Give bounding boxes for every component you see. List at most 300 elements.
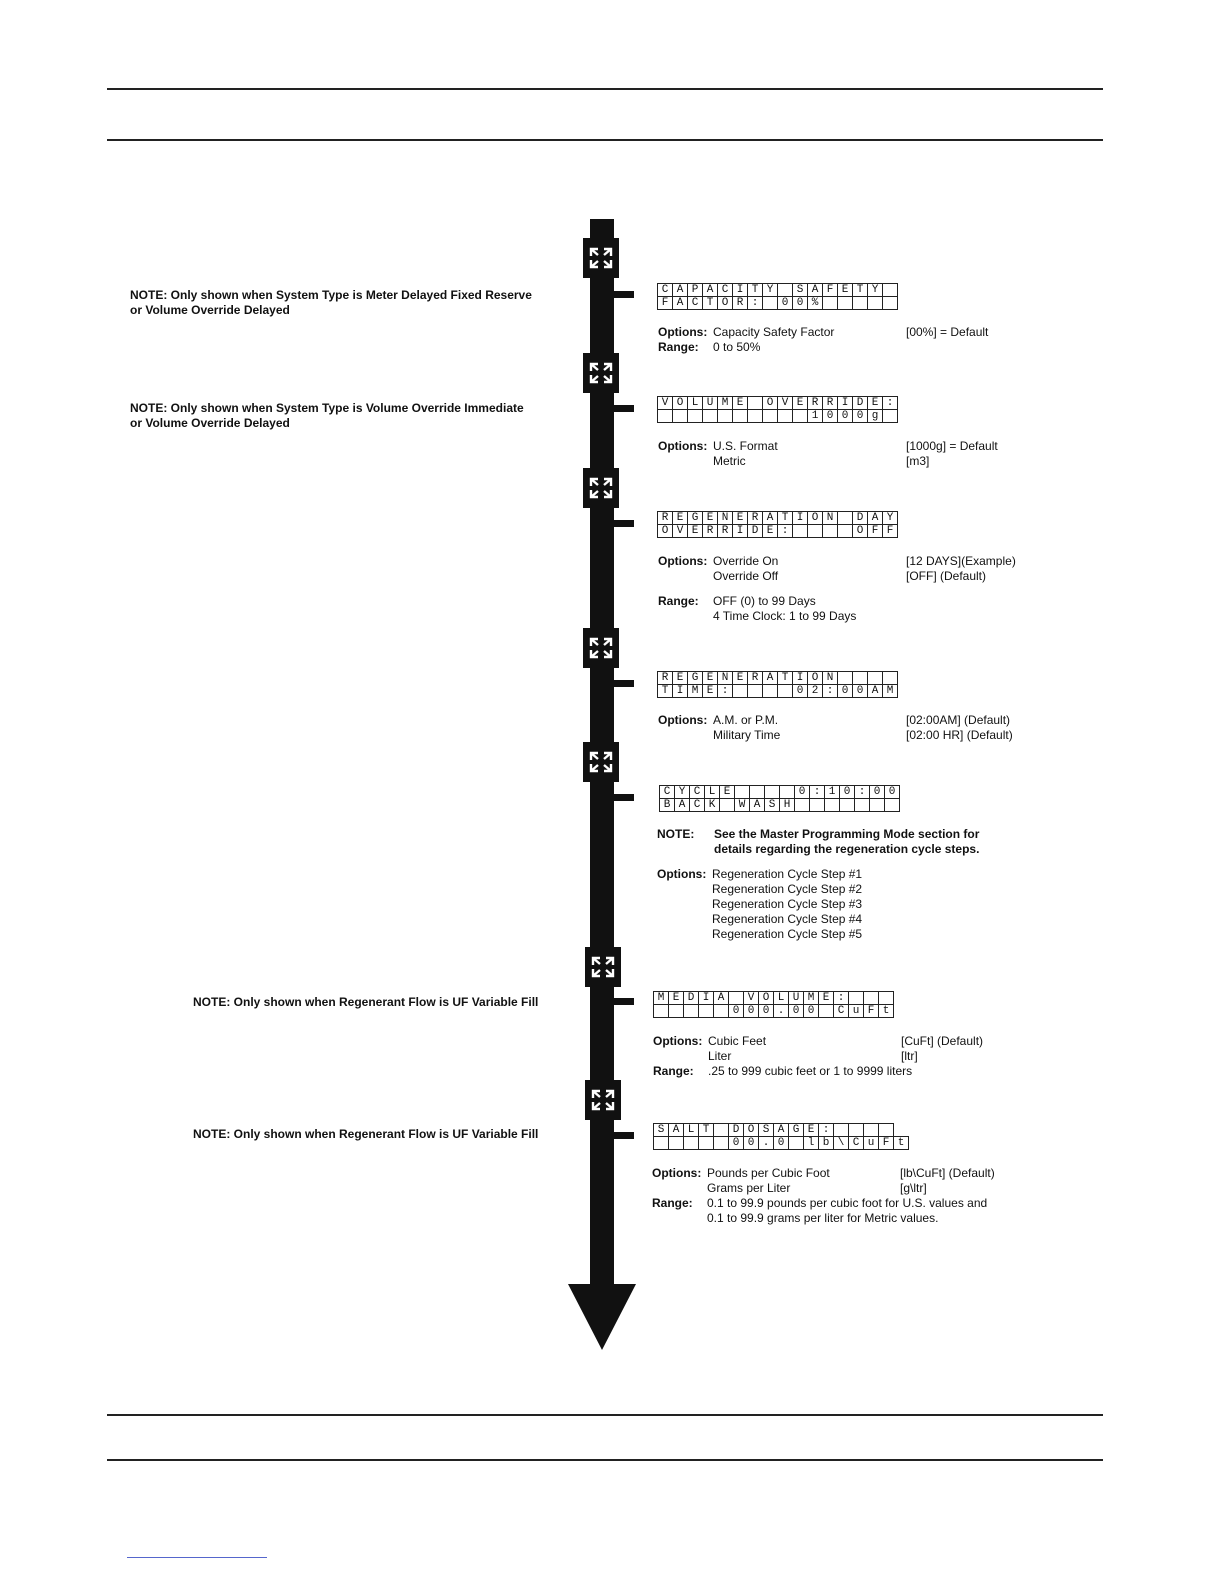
lcd-cell: A xyxy=(675,799,690,812)
info-default: [g\ltr] xyxy=(900,1181,927,1195)
lcd-cell: L xyxy=(684,1124,699,1137)
lcd-cell: E xyxy=(733,397,748,410)
lcd-cell xyxy=(808,525,823,538)
lcd-cell: R xyxy=(703,525,718,538)
lcd-cell xyxy=(883,672,898,685)
info-value: 0 to 50% xyxy=(713,340,761,354)
lcd-cell: A xyxy=(868,512,883,525)
info-label: Range: xyxy=(658,594,699,608)
info-default: [lb\CuFt] (Default) xyxy=(900,1166,995,1180)
info-value: Regeneration Cycle Step #1 xyxy=(712,867,863,881)
cycle-button-icon xyxy=(583,468,619,508)
lcd-cell: O xyxy=(658,525,673,538)
note-line: NOTE: Only shown when Regenerant Flow is UF Variable Fill xyxy=(193,995,539,1009)
note-line: NOTE: Only shown when System Type is Volume Override Immediate xyxy=(130,401,524,415)
info-default: [OFF] (Default) xyxy=(906,569,987,583)
lcd-cell: 0 xyxy=(744,1137,759,1150)
lcd-cell xyxy=(673,410,688,423)
lcd-cell: S xyxy=(654,1124,669,1137)
lcd-cell xyxy=(748,397,763,410)
lcd-row xyxy=(658,397,898,410)
lcd-cell: t xyxy=(879,1005,894,1018)
lcd-cell: 0 xyxy=(778,297,793,310)
info-value: Regeneration Cycle Step #4 xyxy=(712,912,863,926)
footer-rule-top xyxy=(107,1414,1103,1416)
flow-arrow-down xyxy=(568,1284,636,1350)
lcd-cell: D xyxy=(853,397,868,410)
lcd-cell xyxy=(789,1137,804,1150)
info-label: Range: xyxy=(652,1196,693,1210)
lcd-cell xyxy=(703,410,718,423)
cycle-button-icon xyxy=(585,1080,621,1120)
lcd-cell xyxy=(838,512,853,525)
lcd-row xyxy=(654,1137,909,1150)
lcd-cell: : xyxy=(834,992,849,1005)
lcd-row xyxy=(654,1005,894,1018)
lcd-cell: : xyxy=(819,1124,834,1137)
info-label: Range: xyxy=(653,1064,694,1078)
info-value: Regeneration Cycle Step #5 xyxy=(712,927,863,941)
lcd-cell: Y xyxy=(868,284,883,297)
lcd-cell xyxy=(840,799,855,812)
lcd-cell xyxy=(684,1137,699,1150)
info-value: 0.1 to 99.9 grams per liter for Metric values. xyxy=(707,1211,939,1225)
lcd-cell: 0 xyxy=(838,685,853,698)
lcd-cell: E xyxy=(703,512,718,525)
lcd-cell xyxy=(654,1137,669,1150)
lcd-cell: 0 xyxy=(793,297,808,310)
lcd-cell: : xyxy=(748,297,763,310)
lcd-cell: \ xyxy=(834,1137,849,1150)
info-default: [CuFt] (Default) xyxy=(901,1034,984,1048)
info-value: Override On xyxy=(713,554,779,568)
lcd-cell: G xyxy=(688,512,703,525)
lcd-cell: D xyxy=(853,512,868,525)
note-box-line: details regarding the regeneration cycle steps. xyxy=(714,842,980,856)
lcd-cell xyxy=(868,297,883,310)
lcd-cell xyxy=(838,525,853,538)
info-value: Regeneration Cycle Step #3 xyxy=(712,897,863,911)
lcd-cell: 0 xyxy=(759,1005,774,1018)
info-label: Range: xyxy=(658,340,699,354)
lcd-cell: N xyxy=(823,672,838,685)
cycle-button-icon xyxy=(585,947,621,987)
lcd-cell xyxy=(795,799,810,812)
lcd-cell: U xyxy=(789,992,804,1005)
note-line: NOTE: Only shown when Regenerant Flow is UF Variable Fill xyxy=(193,1127,539,1141)
lcd-cell xyxy=(763,685,778,698)
info-default: [m3] xyxy=(906,454,930,468)
lcd-cell xyxy=(883,297,898,310)
lcd-cell xyxy=(849,1124,864,1137)
lcd-cell: 0 xyxy=(774,1137,789,1150)
lcd-cell xyxy=(778,685,793,698)
lcd-cell: 0 xyxy=(789,1005,804,1018)
lcd-cell: A xyxy=(763,672,778,685)
lcd-cell xyxy=(699,1005,714,1018)
lcd-display xyxy=(657,671,898,698)
lcd-cell: E xyxy=(673,672,688,685)
info-value: Liter xyxy=(708,1049,732,1063)
lcd-cell: F xyxy=(868,525,883,538)
lcd-cell xyxy=(823,297,838,310)
info-label: Options: xyxy=(658,325,708,339)
lcd-cell: A xyxy=(673,284,688,297)
lcd-cell: N xyxy=(823,512,838,525)
cycle-arrows-icon xyxy=(587,1084,619,1116)
lcd-cell: . xyxy=(774,1005,789,1018)
info-label: Options: xyxy=(658,554,708,568)
lcd-cell: E xyxy=(703,672,718,685)
lcd-cell: E xyxy=(673,512,688,525)
note-line: or Volume Override Delayed xyxy=(130,416,290,430)
side-note xyxy=(193,995,538,1010)
info-default: [1000g] = Default xyxy=(906,439,998,453)
info-value: 0.1 to 99.9 pounds per cubic foot for U.S. values and xyxy=(707,1196,988,1210)
note-line: NOTE: Only shown when System Type is Meter Delayed Fixed Reserve xyxy=(130,288,532,302)
lcd-cell: : xyxy=(718,685,733,698)
lcd-cell: H xyxy=(780,799,795,812)
lcd-cell: R xyxy=(823,397,838,410)
lcd-cell xyxy=(870,799,885,812)
info-value: Military Time xyxy=(713,728,781,742)
lcd-cell: B xyxy=(660,799,675,812)
lcd-cell xyxy=(879,1124,894,1137)
lcd-cell: E xyxy=(720,786,735,799)
lcd-cell: b xyxy=(819,1137,834,1150)
lcd-cell xyxy=(838,297,853,310)
lcd-cell: : xyxy=(883,397,898,410)
lcd-cell: V xyxy=(778,397,793,410)
lcd-cell xyxy=(688,410,703,423)
lcd-cell: A xyxy=(750,799,765,812)
lcd-cell: K xyxy=(705,799,720,812)
lcd-cell: t xyxy=(894,1137,909,1150)
lcd-cell: M xyxy=(718,397,733,410)
lcd-cell xyxy=(849,992,864,1005)
info-value: U.S. Format xyxy=(713,439,778,453)
lcd-cell xyxy=(714,1005,729,1018)
lcd-cell: U xyxy=(703,397,718,410)
lcd-row xyxy=(658,410,898,423)
lcd-cell: W xyxy=(735,799,750,812)
lcd-cell: V xyxy=(673,525,688,538)
lcd-cell: C xyxy=(690,786,705,799)
lcd-cell: E xyxy=(763,525,778,538)
lcd-cell: T xyxy=(778,512,793,525)
lcd-cell: % xyxy=(808,297,823,310)
lcd-cell xyxy=(714,1124,729,1137)
lcd-cell: M xyxy=(688,685,703,698)
lcd-cell xyxy=(864,992,879,1005)
lcd-cell xyxy=(669,1137,684,1150)
lcd-row xyxy=(654,1124,909,1137)
lcd-cell: 1 xyxy=(808,410,823,423)
info-value: Override Off xyxy=(713,569,779,583)
lcd-row xyxy=(658,685,898,698)
info-label: Options: xyxy=(658,439,708,453)
lcd-cell: C xyxy=(660,786,675,799)
lcd-cell: G xyxy=(688,672,703,685)
info-value: Metric xyxy=(713,454,746,468)
lcd-cell: E xyxy=(793,397,808,410)
lcd-cell: S xyxy=(759,1124,774,1137)
lcd-display xyxy=(653,991,894,1018)
lcd-cell xyxy=(819,1005,834,1018)
lcd-display xyxy=(657,396,898,423)
lcd-cell: A xyxy=(703,284,718,297)
lcd-cell xyxy=(699,1137,714,1150)
lcd-cell xyxy=(658,410,673,423)
info-label: Options: xyxy=(658,713,708,727)
lcd-cell: 1 xyxy=(825,786,840,799)
lcd-cell: C xyxy=(718,284,733,297)
lcd-cell xyxy=(810,799,825,812)
lcd-cell: 0 xyxy=(823,410,838,423)
lcd-cell: T xyxy=(658,685,673,698)
lcd-cell: L xyxy=(688,397,703,410)
lcd-cell: O xyxy=(853,525,868,538)
lcd-cell xyxy=(778,284,793,297)
lcd-cell: : xyxy=(778,525,793,538)
lcd-cell: C xyxy=(658,284,673,297)
lcd-row xyxy=(654,992,894,1005)
header-rule-top xyxy=(107,88,1103,90)
note-box-label: NOTE: xyxy=(657,827,695,841)
lcd-cell: : xyxy=(823,685,838,698)
lcd-cell: A xyxy=(868,685,883,698)
lcd-cell xyxy=(684,1005,699,1018)
lcd-cell: O xyxy=(808,512,823,525)
lcd-cell xyxy=(825,799,840,812)
lcd-cell xyxy=(763,410,778,423)
lcd-cell: C xyxy=(849,1137,864,1150)
lcd-cell: I xyxy=(793,512,808,525)
lcd-cell: T xyxy=(748,284,763,297)
lcd-cell: T xyxy=(778,672,793,685)
lcd-cell: 0 xyxy=(795,786,810,799)
lcd-cell: 0 xyxy=(804,1005,819,1018)
lcd-cell: V xyxy=(658,397,673,410)
lcd-cell: E xyxy=(868,397,883,410)
side-note xyxy=(193,1127,538,1142)
cycle-button-icon xyxy=(583,353,619,393)
cycle-button-icon xyxy=(583,628,619,668)
lcd-cell: g xyxy=(868,410,883,423)
cycle-arrows-icon xyxy=(585,242,617,274)
info-label: Options: xyxy=(657,867,707,881)
info-value: Pounds per Cubic Foot xyxy=(707,1166,830,1180)
lcd-cell: O xyxy=(759,992,774,1005)
cycle-arrows-icon xyxy=(585,472,617,504)
lcd-cell: I xyxy=(793,672,808,685)
lcd-cell: O xyxy=(744,1124,759,1137)
footer-link-underline xyxy=(127,1557,267,1558)
lcd-row xyxy=(658,512,898,525)
header-rule-bottom xyxy=(107,139,1103,141)
info-value: .25 to 999 cubic feet or 1 to 9999 liters xyxy=(708,1064,913,1078)
lcd-cell: T xyxy=(703,297,718,310)
lcd-cell: S xyxy=(793,284,808,297)
lcd-cell xyxy=(883,284,898,297)
lcd-cell: 0 xyxy=(838,410,853,423)
lcd-cell xyxy=(750,786,765,799)
info-value: Regeneration Cycle Step #2 xyxy=(712,882,863,896)
cycle-arrows-icon xyxy=(585,357,617,389)
cycle-button-icon xyxy=(583,742,619,782)
connector-tick xyxy=(612,520,634,527)
lcd-cell: E xyxy=(703,685,718,698)
lcd-row xyxy=(660,786,900,799)
info-default: [02:00 HR] (Default) xyxy=(906,728,1013,742)
lcd-cell xyxy=(838,672,853,685)
info-value: A.M. or P.M. xyxy=(713,713,779,727)
lcd-cell xyxy=(834,1124,849,1137)
lcd-cell: L xyxy=(774,992,789,1005)
lcd-cell: E xyxy=(819,992,834,1005)
lcd-cell: A xyxy=(673,297,688,310)
lcd-cell: I xyxy=(673,685,688,698)
lcd-row xyxy=(660,799,900,812)
info-value: 4 Time Clock: 1 to 99 Days xyxy=(713,609,857,623)
lcd-cell: O xyxy=(808,672,823,685)
lcd-cell xyxy=(864,1124,879,1137)
lcd-cell: 0 xyxy=(793,685,808,698)
lcd-cell: u xyxy=(849,1005,864,1018)
lcd-cell: Y xyxy=(883,512,898,525)
lcd-cell: . xyxy=(759,1137,774,1150)
lcd-cell xyxy=(780,786,795,799)
lcd-cell: 0 xyxy=(729,1005,744,1018)
connector-tick xyxy=(612,794,634,801)
side-note xyxy=(130,288,532,318)
footer-rule-bottom xyxy=(107,1459,1103,1461)
lcd-cell: u xyxy=(864,1137,879,1150)
lcd-display xyxy=(653,1123,909,1150)
lcd-cell xyxy=(748,685,763,698)
connector-tick xyxy=(612,291,634,298)
lcd-cell xyxy=(765,786,780,799)
lcd-cell: M xyxy=(804,992,819,1005)
info-value: Cubic Feet xyxy=(708,1034,767,1048)
lcd-cell: T xyxy=(699,1124,714,1137)
lcd-cell: E xyxy=(688,525,703,538)
lcd-cell xyxy=(853,672,868,685)
lcd-cell xyxy=(718,410,733,423)
lcd-row xyxy=(658,284,898,297)
lcd-row xyxy=(658,297,898,310)
lcd-cell: R xyxy=(748,512,763,525)
lcd-cell xyxy=(793,410,808,423)
lcd-cell xyxy=(733,410,748,423)
lcd-cell: F xyxy=(879,1137,894,1150)
lcd-cell: O xyxy=(673,397,688,410)
lcd-cell: R xyxy=(718,525,733,538)
lcd-cell xyxy=(729,992,744,1005)
lcd-cell: 0 xyxy=(744,1005,759,1018)
lcd-cell: R xyxy=(658,512,673,525)
cycle-arrows-icon xyxy=(585,632,617,664)
lcd-cell: I xyxy=(733,284,748,297)
info-value: Capacity Safety Factor xyxy=(713,325,835,339)
info-value: OFF (0) to 99 Days xyxy=(713,594,816,608)
lcd-cell: R xyxy=(808,397,823,410)
lcd-cell: 0 xyxy=(853,685,868,698)
cycle-arrows-icon xyxy=(587,951,619,983)
lcd-cell: 0 xyxy=(885,786,900,799)
lcd-cell: M xyxy=(883,685,898,698)
lcd-cell: P xyxy=(688,284,703,297)
lcd-cell xyxy=(748,410,763,423)
lcd-row xyxy=(658,672,898,685)
lcd-cell: E xyxy=(804,1124,819,1137)
lcd-cell: I xyxy=(699,992,714,1005)
lcd-cell: Y xyxy=(763,284,778,297)
lcd-display xyxy=(657,283,898,310)
lcd-cell xyxy=(883,410,898,423)
lcd-cell xyxy=(778,410,793,423)
lcd-cell: F xyxy=(883,525,898,538)
lcd-cell xyxy=(720,799,735,812)
lcd-cell: D xyxy=(748,525,763,538)
lcd-cell: : xyxy=(855,786,870,799)
lcd-cell: A xyxy=(669,1124,684,1137)
connector-tick xyxy=(612,680,634,687)
lcd-cell xyxy=(885,799,900,812)
note-box-line: See the Master Programming Mode section for xyxy=(714,827,980,841)
info-label: Options: xyxy=(653,1034,703,1048)
lcd-cell: I xyxy=(733,525,748,538)
lcd-cell: C xyxy=(834,1005,849,1018)
info-default: [ltr] xyxy=(901,1049,918,1063)
lcd-cell: 0 xyxy=(840,786,855,799)
info-default: [02:00AM] (Default) xyxy=(906,713,1011,727)
lcd-display xyxy=(659,785,900,812)
lcd-cell: A xyxy=(774,1124,789,1137)
lcd-cell xyxy=(793,525,808,538)
lcd-cell: L xyxy=(705,786,720,799)
info-default: [00%] = Default xyxy=(906,325,989,339)
lcd-cell: M xyxy=(654,992,669,1005)
lcd-cell: C xyxy=(688,297,703,310)
note-line: or Volume Override Delayed xyxy=(130,303,290,317)
cycle-arrows-icon xyxy=(585,746,617,778)
lcd-row xyxy=(658,525,898,538)
lcd-cell: 2 xyxy=(808,685,823,698)
lcd-cell: : xyxy=(810,786,825,799)
cycle-button-icon xyxy=(583,238,619,278)
lcd-cell: T xyxy=(853,284,868,297)
connector-tick xyxy=(612,998,634,1005)
lcd-cell: 0 xyxy=(729,1137,744,1150)
lcd-cell: C xyxy=(690,799,705,812)
lcd-cell: A xyxy=(763,512,778,525)
lcd-cell xyxy=(868,672,883,685)
lcd-cell: A xyxy=(714,992,729,1005)
side-note xyxy=(130,401,524,431)
lcd-cell: E xyxy=(838,284,853,297)
lcd-cell xyxy=(669,1005,684,1018)
lcd-cell: O xyxy=(763,397,778,410)
lcd-cell: V xyxy=(744,992,759,1005)
connector-tick xyxy=(612,1132,634,1139)
lcd-cell: Y xyxy=(675,786,690,799)
lcd-cell: O xyxy=(718,297,733,310)
lcd-cell: S xyxy=(765,799,780,812)
lcd-cell: I xyxy=(838,397,853,410)
lcd-cell: 0 xyxy=(853,410,868,423)
lcd-cell xyxy=(733,685,748,698)
